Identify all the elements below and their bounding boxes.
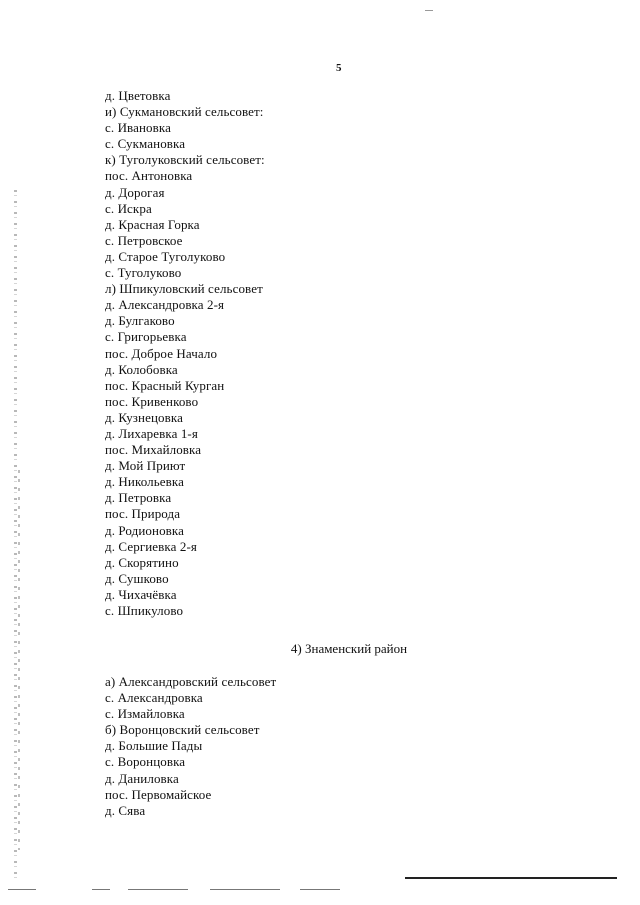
list-item: д. Петровка bbox=[105, 490, 172, 506]
list-item: д. Никольевка bbox=[105, 474, 184, 490]
list-item: пос. Красный Курган bbox=[105, 377, 225, 393]
list-item: д. Красная Горка bbox=[105, 216, 200, 232]
list-item: пос. Первомайское bbox=[105, 786, 212, 802]
section-heading-znamensky-district: 4) Знаменский район bbox=[290, 641, 408, 656]
list-item: с. Александровка bbox=[105, 690, 203, 706]
list-item: пос. Природа bbox=[105, 506, 181, 522]
scan-dash-2 bbox=[92, 889, 110, 890]
list-item: л) Шпикуловский сельсовет bbox=[105, 281, 263, 297]
scan-edge-artifact-secondary bbox=[18, 470, 20, 850]
list-item: с. Петровское bbox=[105, 232, 183, 248]
list-item: к) Туголуковский сельсовет: bbox=[105, 152, 265, 168]
list-item: д. Дорогая bbox=[105, 184, 165, 200]
list-item: д. Сява bbox=[105, 802, 146, 818]
list-item: д. Родионовка bbox=[105, 522, 185, 538]
list-item: д. Скорятино bbox=[105, 554, 179, 570]
scan-mark-top bbox=[425, 10, 433, 11]
list-item: пос. Антоновка bbox=[105, 168, 193, 184]
list-item: д. Чихачёвка bbox=[105, 586, 177, 602]
list-item: д. Даниловка bbox=[105, 770, 179, 786]
list-item: пос. Михайловка bbox=[105, 442, 202, 458]
scan-edge-artifact bbox=[14, 190, 17, 880]
list-item: д. Лихаревка 1-я bbox=[105, 425, 198, 441]
list-item: с. Сукмановка bbox=[105, 136, 186, 152]
list-item: д. Булгаково bbox=[105, 313, 175, 329]
list-item: д. Колобовка bbox=[105, 361, 178, 377]
list-item: д. Кузнецовка bbox=[105, 409, 183, 425]
list-item: пос. Доброе Начало bbox=[105, 345, 218, 361]
list-item: с. Измайловка bbox=[105, 706, 185, 722]
list-item: д. Сушково bbox=[105, 570, 169, 586]
footer-rule bbox=[405, 877, 617, 879]
list-item: пос. Кривенково bbox=[105, 393, 199, 409]
list-item: д. Сергиевка 2-я bbox=[105, 538, 197, 554]
settlement-list-continued bbox=[105, 88, 265, 619]
list-item: д. Александровка 2-я bbox=[105, 297, 225, 313]
settlement-list-znamensky bbox=[105, 674, 276, 819]
list-item: с. Туголуково bbox=[105, 265, 182, 281]
scan-dash-5 bbox=[300, 889, 340, 890]
list-item: с. Искра bbox=[105, 200, 152, 216]
list-item: с. Шпикулово bbox=[105, 603, 184, 618]
list-item: а) Александровский сельсовет bbox=[105, 674, 277, 689]
list-item: б) Воронцовский сельсовет bbox=[105, 722, 260, 738]
scan-dash-1 bbox=[8, 889, 36, 890]
list-item: с. Григорьевка bbox=[105, 329, 187, 345]
list-item: д. Старое Туголуково bbox=[105, 248, 226, 264]
page-number: 5 bbox=[336, 62, 342, 74]
list-item: с. Ивановка bbox=[105, 120, 171, 136]
scan-dash-3 bbox=[128, 889, 188, 890]
list-item: с. Воронцовка bbox=[105, 754, 186, 770]
scan-dash-4 bbox=[210, 889, 280, 890]
list-item: д. Мой Приют bbox=[105, 458, 186, 474]
list-item: д. Большие Пады bbox=[105, 738, 203, 754]
list-item: и) Сукмановский сельсовет: bbox=[105, 104, 264, 120]
list-item: д. Цветовка bbox=[105, 88, 171, 103]
